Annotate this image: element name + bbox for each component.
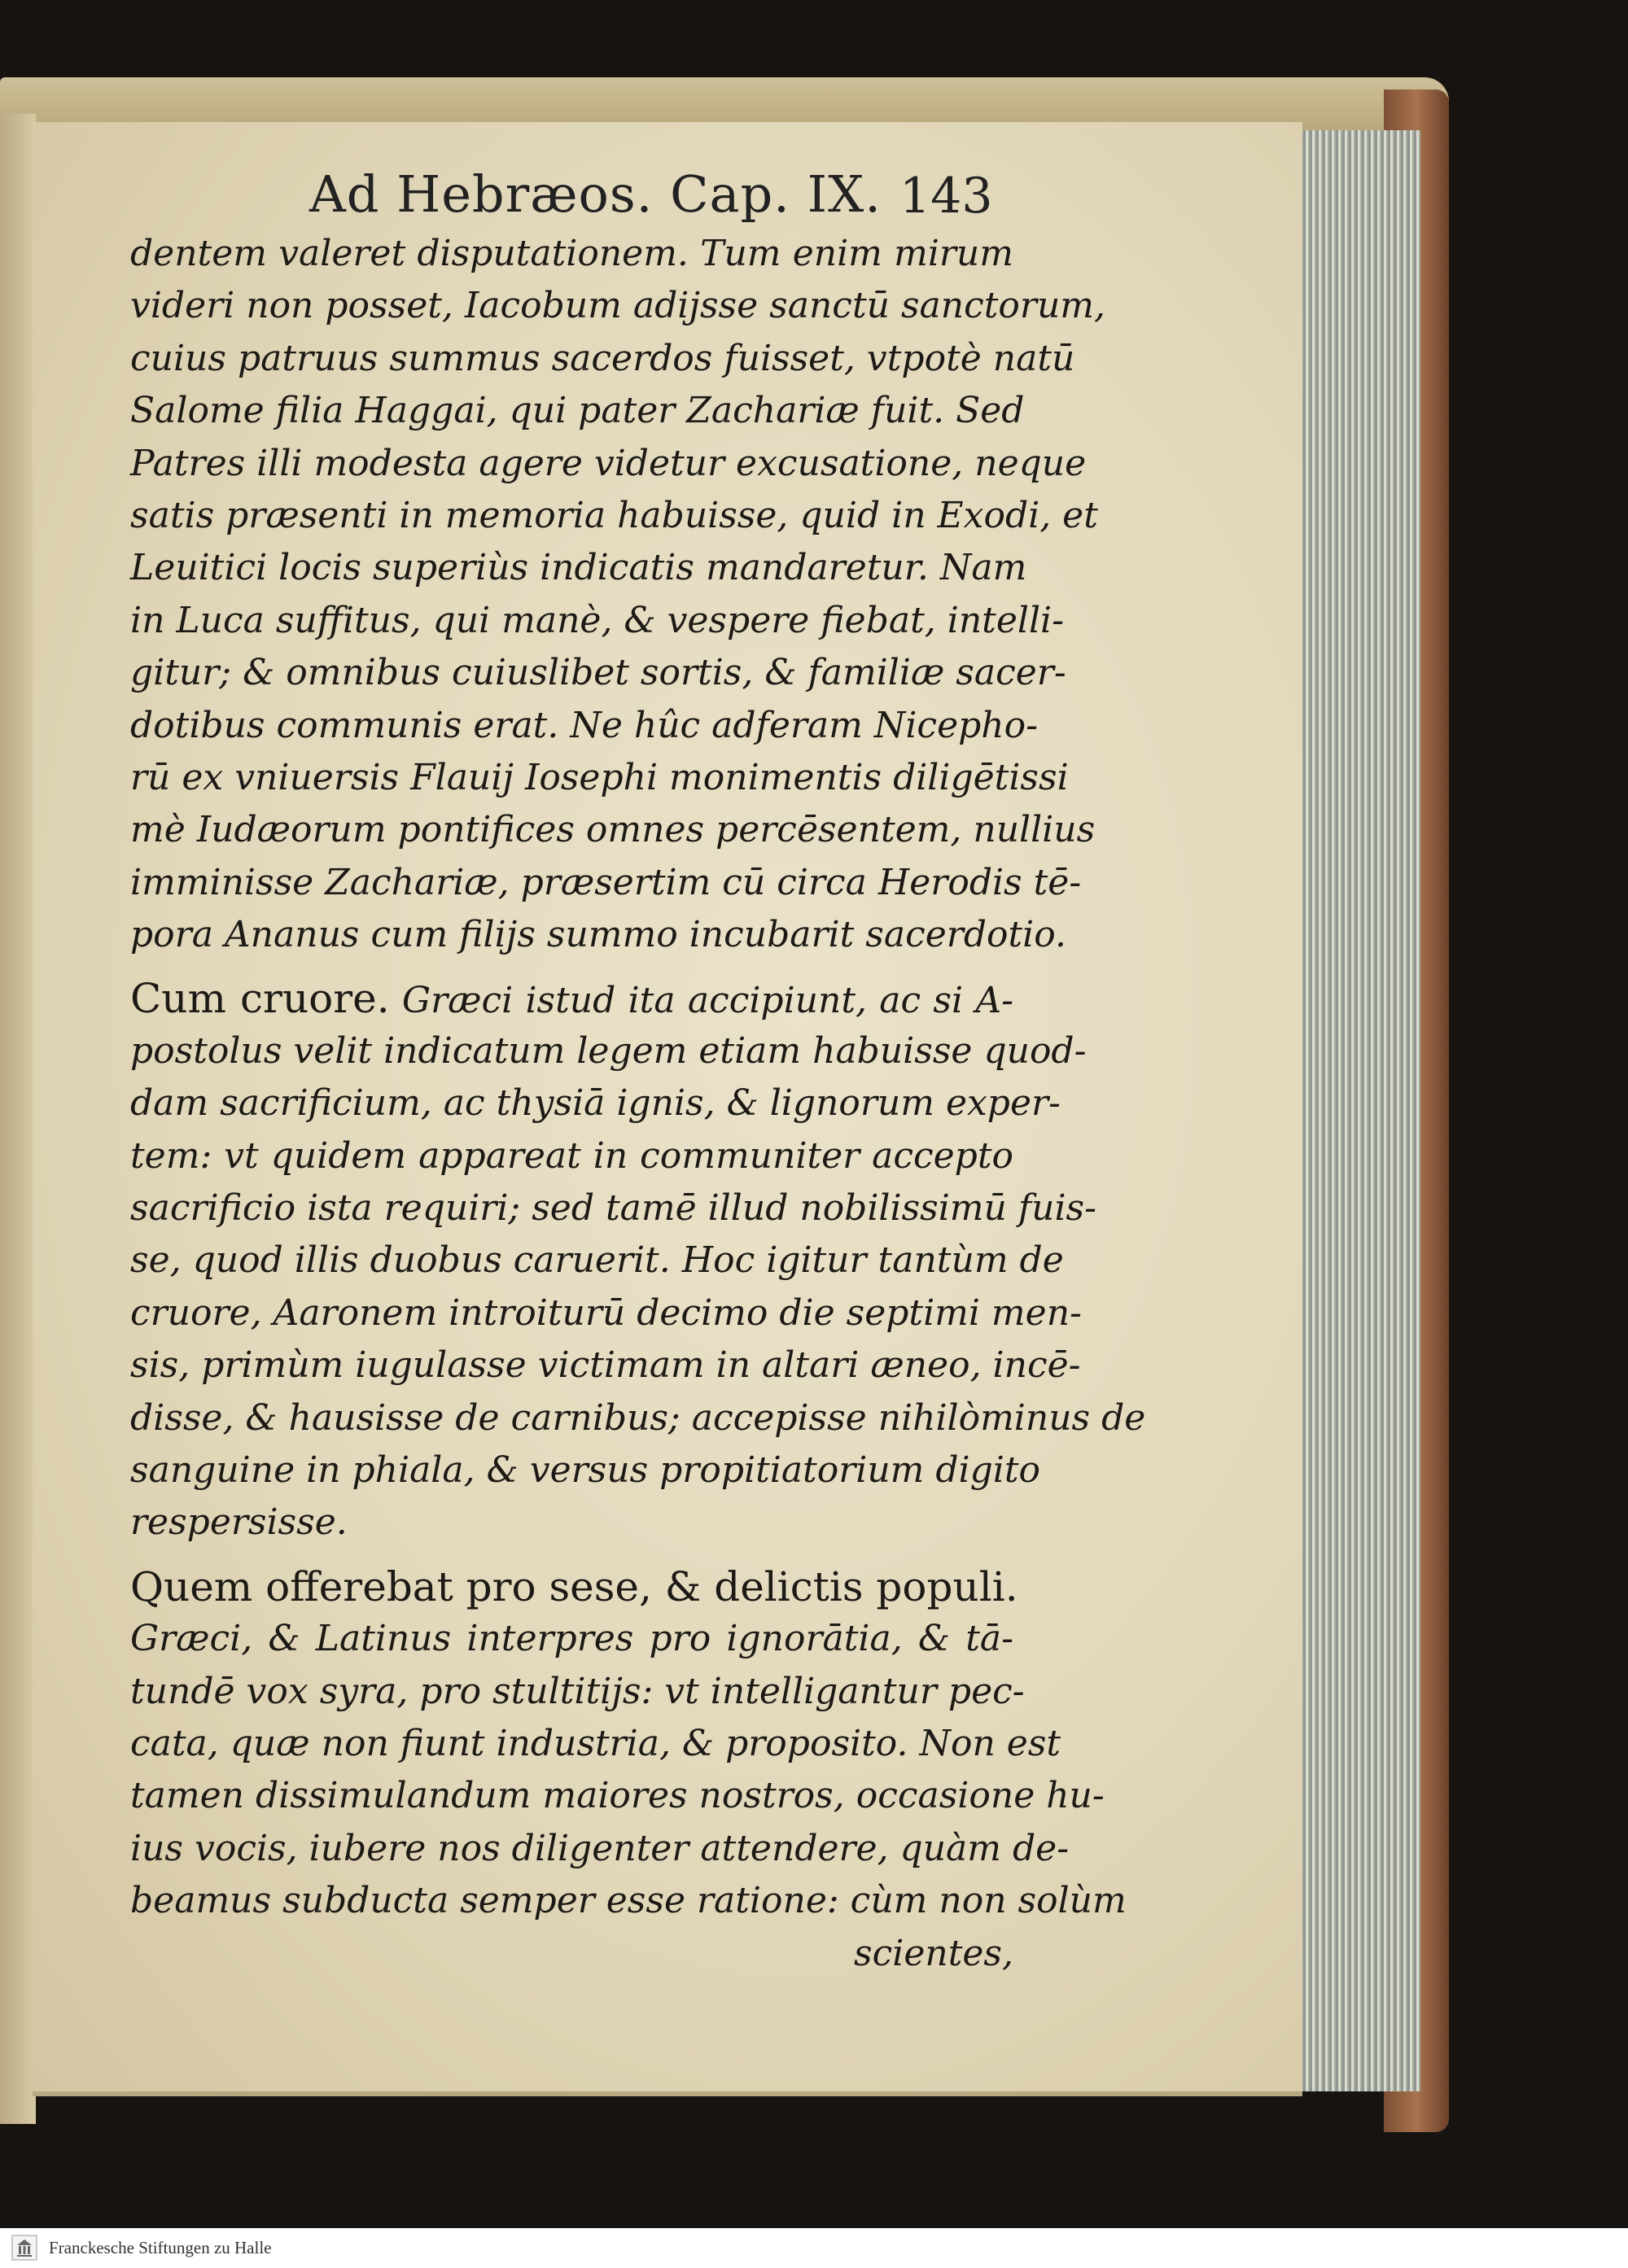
text-line — [130, 1392, 1146, 1444]
line-text: ius vocis, iubere nos diligenter attendere, quàm de- — [130, 1827, 1070, 1869]
text-line — [130, 1235, 1064, 1287]
text-line — [130, 1025, 1087, 1077]
running-title: Ad Hebræos. Cap. IX. — [309, 164, 882, 224]
line-text: dentem valeret disputationem. Tum enim mirum — [130, 233, 1013, 274]
line-text: in Luca suffitus, qui manè, & vespere fiebat, intelli- — [130, 599, 1064, 641]
line-text: tem: vt quidem appareat in communiter accepto — [130, 1134, 1013, 1177]
line-text: pora Ananus cum filijs summo incubarit sacerdotio. — [130, 914, 1066, 956]
line-text: mè Iudæorum pontifices omnes percēsentem, nullius — [130, 809, 1096, 851]
lemma-heading: Cum cruore. — [130, 975, 390, 1023]
line-text: postolus velit indicatum legem etiam habuisse quod- — [130, 1029, 1087, 1072]
text-line — [130, 909, 1066, 961]
text-line — [130, 542, 1027, 594]
line-text: sanguine in phiala, & versus propitiatorium digito — [130, 1449, 1041, 1491]
footer-text: Franckesche Stiftungen zu Halle — [49, 2238, 272, 2257]
text-line — [130, 972, 1013, 1025]
line-text: gitur; & omnibus cuiuslibet sortis, & familiæ sacer- — [130, 652, 1066, 694]
line-text: Græci istud ita accipiunt, ac si A- — [389, 980, 1014, 1022]
line-text: tamen dissimulandum maiores nostros, occasione hu- — [130, 1775, 1105, 1817]
text-line — [130, 647, 1066, 699]
text-line — [130, 333, 1075, 385]
text-line — [130, 1875, 1127, 1927]
line-text: tundē vox syra, pro stultitijs: vt intelligantur pec- — [130, 1670, 1025, 1712]
line-text: dam sacrificium, ac thysiā ignis, & lignorum exper- — [130, 1082, 1061, 1125]
text-line — [130, 1666, 1025, 1718]
line-text: satis præsenti in memoria habuisse, quid in Exodi, et — [130, 494, 1098, 536]
line-text: beamus subducta semper esse ratione: cùm non solùm — [130, 1880, 1127, 1922]
text-line — [130, 1613, 1013, 1665]
line-text: cruore, Aaronem introiturū decimo die septimi men- — [130, 1291, 1082, 1334]
institution-logo-icon — [11, 2235, 37, 2261]
line-text: cuius patruus summus sacerdos fuisset, vtpotè natū — [130, 337, 1075, 379]
line-text: videri non posset, Iacobum adijsse sanctū sanctorum, — [130, 285, 1105, 327]
text-body — [130, 228, 1146, 1980]
text-line — [130, 438, 1087, 490]
footer-bar — [0, 2228, 1628, 2268]
text-line — [130, 1718, 1061, 1770]
text-line — [130, 1130, 1013, 1182]
line-text: dotibus communis erat. Ne hûc adferam Nicepho- — [130, 704, 1038, 746]
line-text: cata, quæ non fiunt industria, & proposito. Non est — [130, 1722, 1061, 1764]
page-number: 143 — [899, 168, 993, 225]
line-text: rū ex vniuersis Flauij Iosephi monimentis diligētissi — [130, 756, 1069, 798]
text-line — [130, 1561, 1018, 1613]
text-line — [130, 228, 1013, 280]
text-line — [130, 1077, 1061, 1130]
line-text: sis, primùm iugulasse victimam in altari æneo, incē- — [130, 1344, 1081, 1387]
text-line — [130, 280, 1105, 332]
text-line — [130, 1823, 1070, 1875]
line-text: Salome filia Haggai, qui pater Zachariæ fuit. Sed — [130, 390, 1025, 432]
text-line — [130, 1339, 1081, 1392]
line-text: respersisse. — [130, 1501, 348, 1544]
book-page — [33, 122, 1302, 2096]
text-line — [130, 804, 1096, 856]
line-text: Leuitici locis superiùs indicatis mandaretur. Nam — [130, 547, 1027, 589]
page-edges — [1290, 130, 1420, 2091]
text-line — [130, 1928, 1013, 1980]
lemma-heading: Quem offerebat pro sese, & delictis populi. — [130, 1562, 1018, 1610]
text-line — [130, 700, 1038, 752]
text-line — [130, 1770, 1105, 1822]
line-text: sacrificio ista requiri; sed tamē illud nobilissimū fuis- — [130, 1187, 1096, 1230]
line-text: Græci, & Latinus interpres pro ignorātia, & tā- — [130, 1618, 1013, 1660]
text-line — [130, 1287, 1082, 1339]
text-line — [130, 1182, 1096, 1235]
line-text: Patres illi modesta agere videtur excusatione, neque — [130, 442, 1087, 484]
text-line — [130, 1444, 1041, 1497]
text-line — [130, 385, 1025, 437]
text-line — [130, 490, 1098, 542]
line-text: disse, & hausisse de carnibus; accepisse nihilòminus de — [130, 1396, 1146, 1439]
text-line — [130, 595, 1064, 647]
line-text: se, quod illis duobus caruerit. Hoc igitur tantùm de — [130, 1239, 1064, 1282]
text-line — [130, 752, 1069, 804]
line-text: scientes, — [854, 1932, 1013, 1974]
text-line — [130, 1497, 1013, 1549]
left-page-edge — [0, 114, 36, 2124]
text-line — [130, 857, 1082, 909]
page-header — [33, 164, 1302, 229]
line-text: imminisse Zachariæ, præsertim cū circa Herodis tē- — [130, 861, 1082, 903]
